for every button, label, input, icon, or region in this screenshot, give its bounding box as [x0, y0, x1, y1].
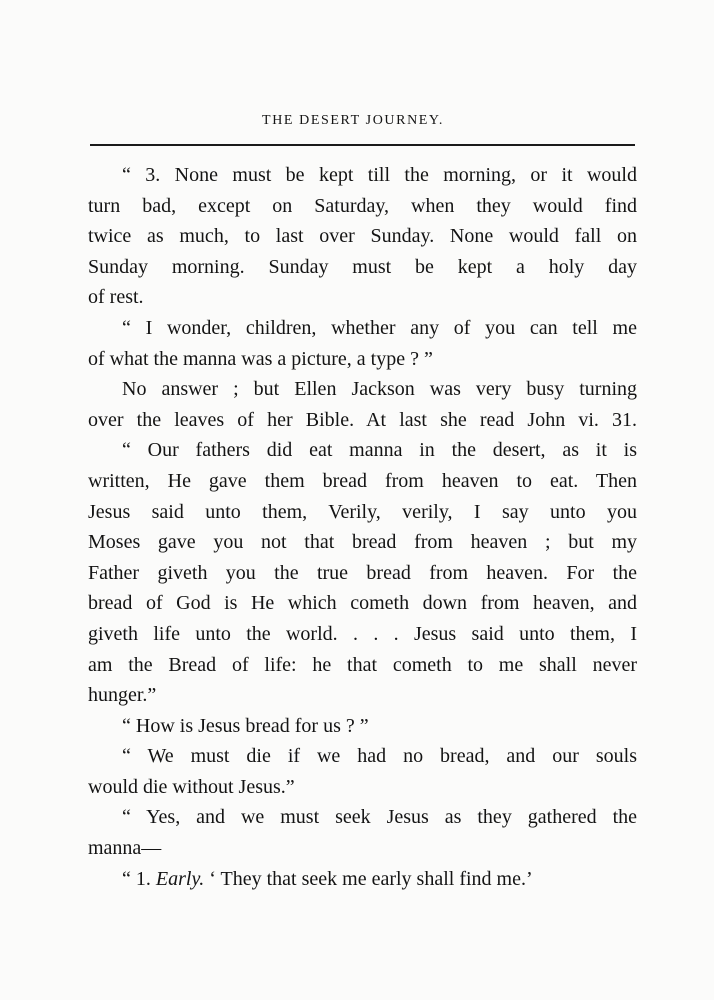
text-line: “ How is Jesus bread for us ? ” [122, 714, 369, 737]
text-line: manna— [88, 837, 162, 860]
text-line: of what the manna was a picture, a type ? ” [88, 347, 433, 370]
text-line: Father giveth you the true bread from heaven. For the [88, 561, 637, 584]
text-line: Moses gave you not that bread from heaven ; but my [88, 531, 637, 554]
text-line: am the Bread of life: he that cometh to me shall never [88, 653, 637, 676]
emphasis-early: Early. [155, 867, 205, 890]
text-line: “ Our fathers did eat manna in the desert, as it is [122, 439, 637, 462]
text-line: hunger.” [88, 684, 157, 707]
text-line: “ I wonder, children, whether any of you can tell me [122, 316, 637, 339]
text-line: “ Yes, and we must seek Jesus as they gathered the [122, 806, 637, 829]
text-line: “ We must die if we had no bread, and our souls [122, 745, 637, 768]
paragraph-early [88, 864, 637, 895]
paragraph-must-die [88, 741, 637, 802]
text-line: No answer ; but Ellen Jackson was very busy turning [122, 378, 637, 401]
text-line: bread of God is He which cometh down from heaven, and [88, 592, 637, 615]
running-head: THE DESERT JOURNEY. [262, 113, 444, 128]
text-line [88, 864, 637, 895]
paragraph-manna-rule-3 [88, 160, 637, 313]
text-line: “ 3. None must be kept till the morning, or it would [122, 164, 637, 186]
paragraph-question-type [88, 313, 637, 374]
text-line: turn bad, except on Saturday, when they would find [88, 194, 637, 217]
text-line: giveth life unto the world. . . . Jesus said unto them, I [88, 622, 637, 645]
text-line: Sunday morning. Sunday must be kept a holy day [88, 255, 637, 278]
list-number: “ 1. [122, 867, 151, 890]
paragraph-ellen-answer [88, 374, 637, 435]
scripture-quote: ‘ They that seek me early shall find me.’ [209, 867, 533, 890]
text-line: Jesus said unto them, Verily, verily, I say unto you [88, 500, 637, 523]
page-body [88, 160, 637, 894]
text-line: would die without Jesus.” [88, 775, 295, 798]
paragraph-seek-jesus [88, 802, 637, 863]
text-line: of rest. [88, 286, 144, 309]
paragraph-how-bread [88, 711, 637, 742]
text-line: over the leaves of her Bible. At last she read John vi. 31. [88, 408, 637, 431]
header-rule [90, 144, 635, 146]
text-line: written, He gave them bread from heaven to eat. Then [88, 469, 637, 492]
text-line: twice as much, to last over Sunday. None would fall on [88, 225, 637, 248]
paragraph-john-quote [88, 435, 637, 710]
